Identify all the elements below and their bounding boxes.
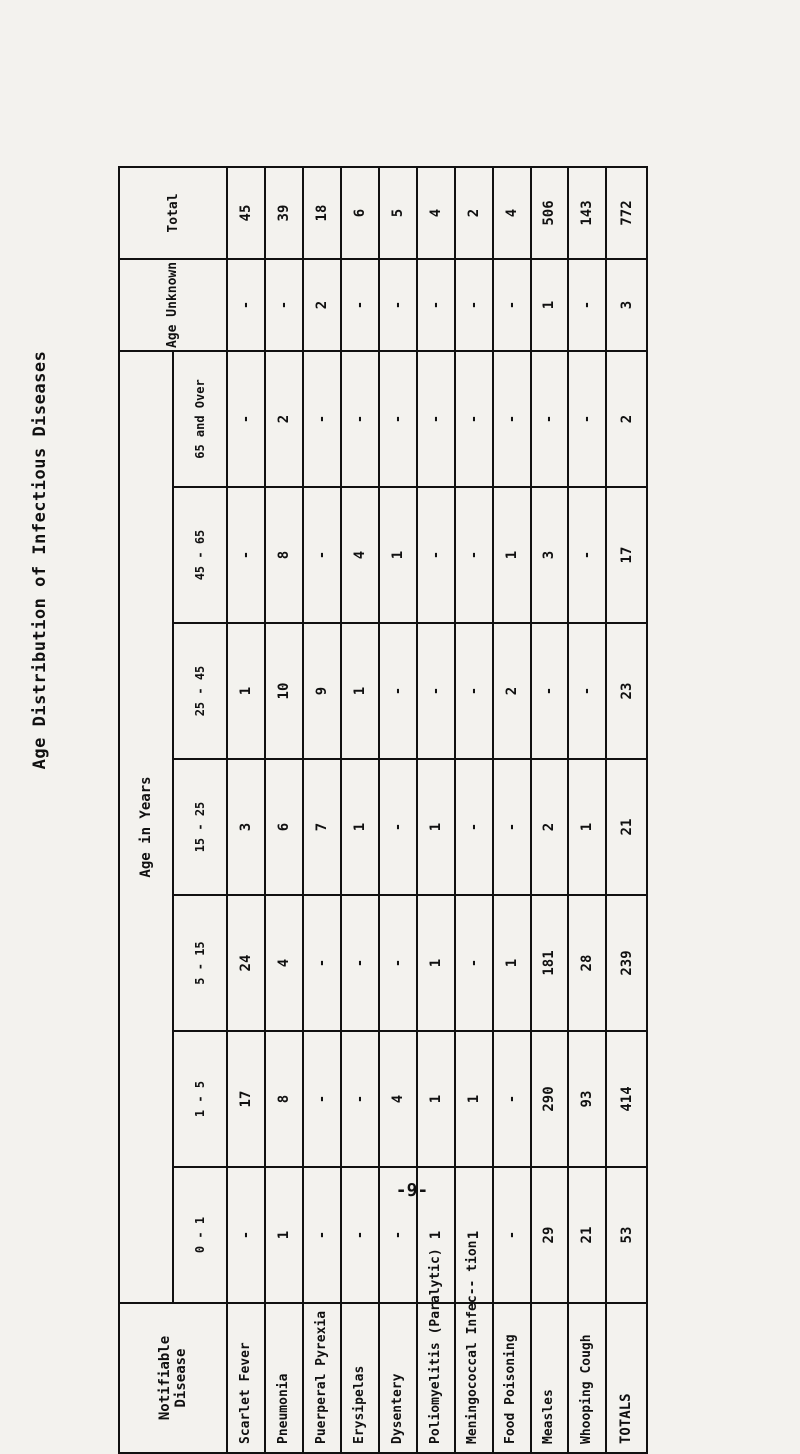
total-cell: 4: [493, 167, 531, 259]
unknown-cell: -: [265, 259, 303, 351]
table-row: [531, 167, 569, 1453]
rotated-table-wrapper: [118, 166, 648, 1454]
age-count-cell: -: [493, 759, 531, 895]
age-count-cell: 24: [227, 895, 265, 1031]
age-count-cell: -: [417, 487, 455, 623]
age-count-cell: -: [531, 351, 569, 487]
age-range-header: 25 - 45: [173, 623, 227, 759]
disease-name: Pneumonia: [265, 1303, 303, 1453]
disease-name: Whooping Cough: [568, 1303, 606, 1453]
table-row: [341, 167, 379, 1453]
age-count-cell: -: [417, 623, 455, 759]
age-count-cell: 29: [531, 1167, 569, 1303]
disease-name: Erysipelas: [341, 1303, 379, 1453]
header-row: [119, 167, 173, 1453]
age-distribution-table: [118, 166, 648, 1454]
table-row: [227, 167, 265, 1453]
age-count-cell: 1: [227, 623, 265, 759]
age-count-cell: 17: [227, 1031, 265, 1167]
age-count-cell: -: [341, 1031, 379, 1167]
age-unknown-header: Age Unknown: [119, 259, 227, 351]
age-count-cell: 1: [455, 1031, 493, 1167]
table-row: [265, 167, 303, 1453]
total-cell: 506: [531, 167, 569, 259]
unknown-cell: 1: [531, 259, 569, 351]
age-count-cell: -: [493, 1167, 531, 1303]
age-range-header: 65 and Over: [173, 351, 227, 487]
age-count-cell: -: [455, 759, 493, 895]
age-group-header: Age in Years: [119, 351, 173, 1303]
age-count-cell: -: [227, 487, 265, 623]
total-cell: 39: [265, 167, 303, 259]
age-count-cell: -: [303, 1167, 341, 1303]
age-count-cell: -: [455, 623, 493, 759]
age-count-cell: 3: [227, 759, 265, 895]
table-row: [379, 167, 417, 1453]
table-row: [493, 167, 531, 1453]
age-count-cell: 8: [265, 1031, 303, 1167]
age-range-header: 5 - 15: [173, 895, 227, 1031]
age-count-cell: -: [227, 1167, 265, 1303]
total-header: Total: [119, 167, 227, 259]
disease-name: Food Poisoning: [493, 1303, 531, 1453]
total-cell: 5: [379, 167, 417, 259]
age-count-cell: -: [455, 895, 493, 1031]
age-count-cell: -: [455, 487, 493, 623]
age-count-cell: -: [379, 759, 417, 895]
age-count-cell: 1: [417, 1167, 455, 1303]
age-count-cell: -: [341, 351, 379, 487]
table-row: [417, 167, 455, 1453]
age-range-header: 1 - 5: [173, 1031, 227, 1167]
totals-label: TOTALS: [606, 1303, 647, 1453]
age-count-cell: 290: [531, 1031, 569, 1167]
age-count-cell: -: [379, 623, 417, 759]
disease-name: Puerperal Pyrexia: [303, 1303, 341, 1453]
age-count-cell: 1: [265, 1167, 303, 1303]
total-cell: 143: [568, 167, 606, 259]
age-count-cell: 2: [493, 623, 531, 759]
age-range-header: 15 - 25: [173, 759, 227, 895]
unknown-cell: -: [227, 259, 265, 351]
age-count-cell: 4: [379, 1031, 417, 1167]
disease-name: Poliomyelitis (Paralytic): [417, 1303, 455, 1453]
age-count-cell: 1: [417, 895, 455, 1031]
age-count-cell: -: [303, 895, 341, 1031]
age-count-cell: 2: [531, 759, 569, 895]
age-count-cell: 9: [303, 623, 341, 759]
disease-name: Scarlet Fever: [227, 1303, 265, 1453]
age-count-cell: -: [303, 487, 341, 623]
grand-total-cell: 772: [606, 167, 647, 259]
age-count-cell: 1: [568, 759, 606, 895]
age-count-cell: -: [379, 895, 417, 1031]
age-count-cell: -: [379, 1167, 417, 1303]
age-count-cell: -: [341, 895, 379, 1031]
age-count-cell: 3: [531, 487, 569, 623]
age-count-cell: 1: [341, 759, 379, 895]
age-count-cell: 7: [303, 759, 341, 895]
unknown-cell: -: [455, 259, 493, 351]
age-count-cell: 1: [417, 759, 455, 895]
age-count-cell: 1: [417, 1031, 455, 1167]
unknown-cell: -: [417, 259, 455, 351]
unknown-total-cell: 3: [606, 259, 647, 351]
age-count-cell: -: [531, 623, 569, 759]
table-row: [455, 167, 493, 1453]
age-count-cell: -: [568, 623, 606, 759]
age-count-cell: 1: [493, 895, 531, 1031]
page-title: Age Distribution of Infectious Diseases: [30, 350, 50, 770]
age-count-cell: 4: [341, 487, 379, 623]
age-count-cell: -: [568, 351, 606, 487]
age-range-row: [173, 167, 227, 1453]
age-count-cell: 1: [379, 487, 417, 623]
unknown-cell: -: [341, 259, 379, 351]
age-count-cell: -: [341, 1167, 379, 1303]
totals-row: [606, 167, 647, 1453]
age-total-cell: 2: [606, 351, 647, 487]
unknown-cell: -: [379, 259, 417, 351]
total-cell: 2: [455, 167, 493, 259]
age-count-cell: -: [303, 351, 341, 487]
age-count-cell: 181: [531, 895, 569, 1031]
unknown-cell: 2: [303, 259, 341, 351]
age-count-cell: 1: [455, 1167, 493, 1303]
disease-name: Dysentery: [379, 1303, 417, 1453]
age-count-cell: -: [493, 1031, 531, 1167]
age-total-cell: 414: [606, 1031, 647, 1167]
age-count-cell: -: [493, 351, 531, 487]
age-count-cell: -: [417, 351, 455, 487]
total-cell: 45: [227, 167, 265, 259]
age-count-cell: 4: [265, 895, 303, 1031]
age-count-cell: 21: [568, 1167, 606, 1303]
age-count-cell: 1: [341, 623, 379, 759]
disease-column-header: Notifiable Disease: [119, 1303, 227, 1453]
age-count-cell: 6: [265, 759, 303, 895]
age-count-cell: -: [379, 351, 417, 487]
age-range-header: 0 - 1: [173, 1167, 227, 1303]
total-cell: 4: [417, 167, 455, 259]
page-title-container: [0, 0, 80, 1389]
age-count-cell: -: [455, 351, 493, 487]
disease-name: Measles: [531, 1303, 569, 1453]
total-cell: 18: [303, 167, 341, 259]
age-count-cell: 8: [265, 487, 303, 623]
disease-name: Meningococcal Infec-- tion: [455, 1303, 493, 1453]
unknown-cell: -: [568, 259, 606, 351]
age-count-cell: 2: [265, 351, 303, 487]
age-total-cell: 23: [606, 623, 647, 759]
age-total-cell: 21: [606, 759, 647, 895]
table-row: [303, 167, 341, 1453]
age-total-cell: 239: [606, 895, 647, 1031]
age-range-header: 45 - 65: [173, 487, 227, 623]
page-number: -9-: [395, 1180, 429, 1201]
age-total-cell: 17: [606, 487, 647, 623]
age-total-cell: 53: [606, 1167, 647, 1303]
unknown-cell: -: [493, 259, 531, 351]
age-count-cell: 10: [265, 623, 303, 759]
age-count-cell: 93: [568, 1031, 606, 1167]
age-count-cell: 1: [493, 487, 531, 623]
age-count-cell: -: [303, 1031, 341, 1167]
total-cell: 6: [341, 167, 379, 259]
age-count-cell: -: [568, 487, 606, 623]
age-count-cell: -: [227, 351, 265, 487]
table-row: [568, 167, 606, 1453]
age-count-cell: 28: [568, 895, 606, 1031]
